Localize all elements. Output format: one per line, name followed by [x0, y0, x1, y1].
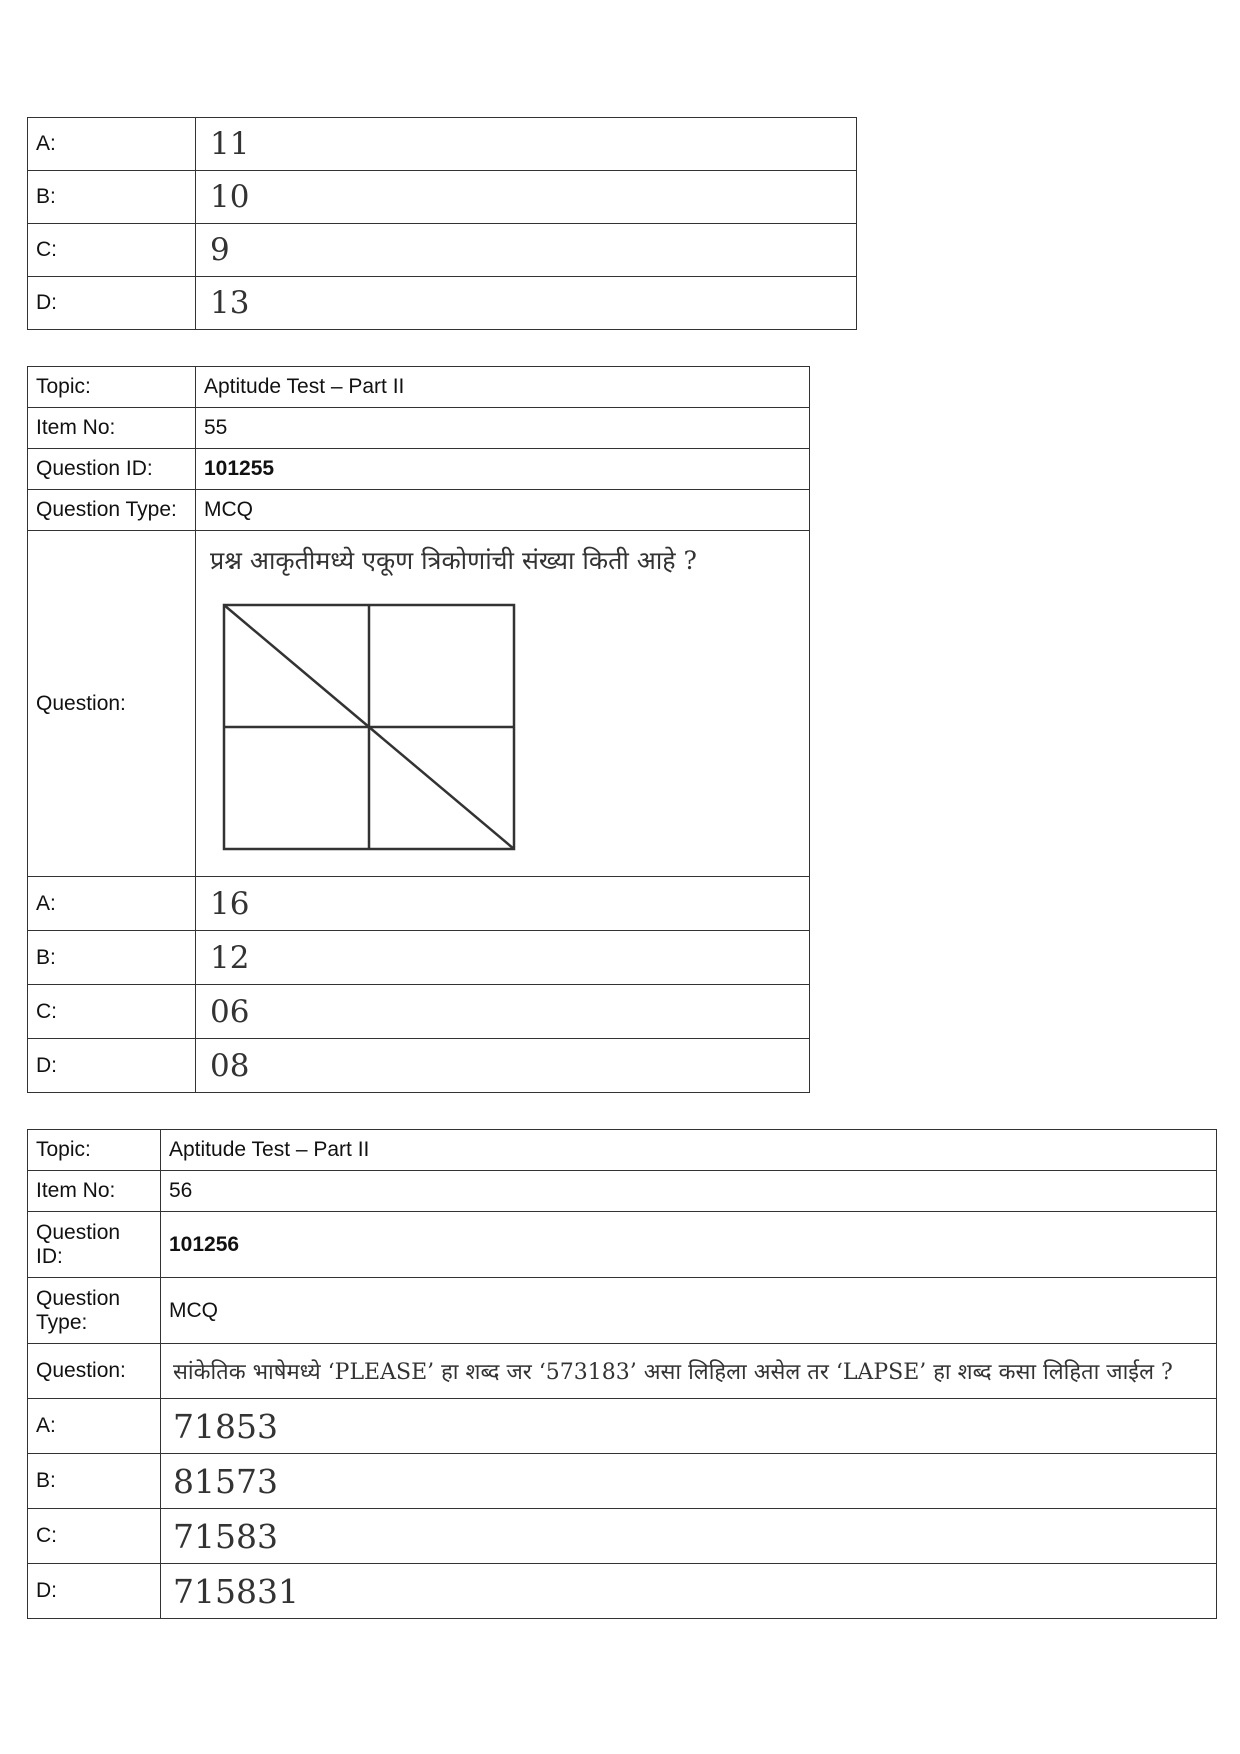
question-text: सांकेतिक भाषेमध्ये ‘PLEASE’ हा शब्द जर ‘573183’ असा लिहिला असेल तर ‘LAPSE’ हा शब्द कसा लिहिता जाईल ? [173, 1360, 1173, 1385]
question-id-label: Question ID: [28, 449, 196, 490]
question-label: Question: [28, 531, 196, 877]
question-type-value: MCQ [161, 1278, 1217, 1344]
option-value: 715831 [161, 1564, 1217, 1619]
option-label: D: [28, 1039, 196, 1093]
triangle-figure [210, 599, 520, 859]
topic-label: Topic: [28, 367, 196, 408]
option-label: A: [28, 877, 196, 931]
topic-row [28, 1130, 1217, 1171]
option-value: 81573 [161, 1454, 1217, 1509]
option-value: 12 [196, 931, 810, 985]
option-row [28, 1564, 1217, 1619]
option-label: C: [28, 1509, 161, 1564]
question-id-value: 101256 [161, 1212, 1217, 1278]
option-label: D: [28, 1564, 161, 1619]
option-label: B: [28, 931, 196, 985]
question-label: Question: [28, 1344, 161, 1399]
question-id-row [28, 449, 810, 490]
item-no-row [28, 1171, 1217, 1212]
option-row [28, 1454, 1217, 1509]
topic-value: Aptitude Test – Part II [161, 1130, 1217, 1171]
option-row [28, 931, 810, 985]
option-value: 11 [196, 118, 857, 171]
option-label: C: [28, 224, 196, 277]
question-id-label: Question ID: [28, 1212, 161, 1278]
option-row [28, 1509, 1217, 1564]
item-no-value: 55 [196, 408, 810, 449]
option-label: B: [28, 171, 196, 224]
option-row [28, 985, 810, 1039]
question-type-label: Question Type: [28, 490, 196, 531]
item-no-value: 56 [161, 1171, 1217, 1212]
option-row [28, 277, 857, 330]
question-56-table [27, 1129, 1217, 1619]
option-value: 08 [196, 1039, 810, 1093]
question-cell [161, 1344, 1217, 1399]
option-row [28, 1039, 810, 1093]
question-55-table [27, 366, 810, 1093]
item-no-label: Item No: [28, 1171, 161, 1212]
option-value: 06 [196, 985, 810, 1039]
topic-row [28, 367, 810, 408]
previous-question-options-table [27, 117, 857, 330]
item-no-row [28, 408, 810, 449]
option-value: 13 [196, 277, 857, 330]
option-label: B: [28, 1454, 161, 1509]
question-cell [196, 531, 810, 877]
item-no-label: Item No: [28, 408, 196, 449]
question-type-label: Question Type: [28, 1278, 161, 1344]
topic-label: Topic: [28, 1130, 161, 1171]
question-type-value: MCQ [196, 490, 810, 531]
option-label: A: [28, 1399, 161, 1454]
question-row [28, 1344, 1217, 1399]
question-type-row [28, 1278, 1217, 1344]
option-value: 9 [196, 224, 857, 277]
question-id-value: 101255 [196, 449, 810, 490]
option-label: C: [28, 985, 196, 1039]
question-id-row [28, 1212, 1217, 1278]
option-row [28, 224, 857, 277]
option-value: 16 [196, 877, 810, 931]
question-text: प्रश्न आकृतीमध्ये एकूण त्रिकोणांची संख्या किती आहे ? [210, 546, 697, 575]
question-type-row [28, 490, 810, 531]
option-label: A: [28, 118, 196, 171]
option-label: D: [28, 277, 196, 330]
topic-value: Aptitude Test – Part II [196, 367, 810, 408]
option-row [28, 877, 810, 931]
option-row [28, 171, 857, 224]
option-row [28, 118, 857, 171]
option-value: 10 [196, 171, 857, 224]
option-row [28, 1399, 1217, 1454]
option-value: 71583 [161, 1509, 1217, 1564]
option-value: 71853 [161, 1399, 1217, 1454]
question-row [28, 531, 810, 877]
